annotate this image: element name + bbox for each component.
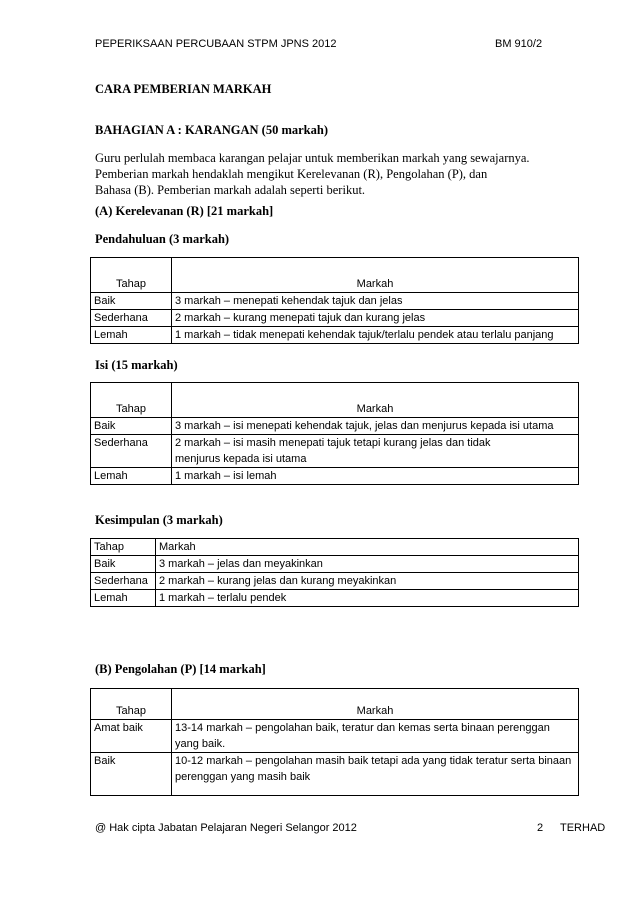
- cell-markah: 2 markah – isi masih menepati tajuk tetapi kurang jelas dan tidak menjurus kepada isi utama: [172, 435, 579, 468]
- col-header-tahap: Tahap: [91, 258, 172, 293]
- cell-tahap: Lemah: [91, 468, 172, 485]
- col-header-markah: Markah: [172, 383, 579, 418]
- cell-tahap: Baik: [91, 418, 172, 435]
- col-header-tahap: Tahap: [91, 539, 156, 556]
- cell-tahap: Sederhana: [91, 435, 172, 468]
- pendahuluan-table: [90, 257, 579, 344]
- cell-tahap: Lemah: [91, 590, 156, 607]
- col-header-tahap: Tahap: [91, 689, 172, 720]
- table-header-row: [91, 539, 579, 556]
- pengolahan-table: [90, 688, 579, 796]
- table-row: [91, 468, 579, 485]
- header-exam-title: PEPERIKSAAN PERCUBAAN STPM JPNS 2012: [95, 38, 337, 50]
- kerelevanan-title: (A) Kerelevanan (R) [21 markah]: [95, 204, 274, 218]
- cell-markah: 3 markah – isi menepati kehendak tajuk, jelas dan menjurus kepada isi utama: [172, 418, 579, 435]
- intro-line-3: Bahasa (B). Pemberian markah adalah seperti berikut.: [95, 183, 366, 197]
- cell-markah: 1 markah – tidak menepati kehendak tajuk/terlalu pendek atau terlalu panjang: [172, 327, 579, 344]
- cell-markah: 1 markah – terlalu pendek: [156, 590, 579, 607]
- table-header-row: [91, 383, 579, 418]
- isi-table: [90, 382, 579, 485]
- table-row: [91, 556, 579, 573]
- cell-markah: 3 markah – jelas dan meyakinkan: [156, 556, 579, 573]
- table-header-row: [91, 258, 579, 293]
- table-row: [91, 293, 579, 310]
- table-header-row: [91, 689, 579, 720]
- table-row: [91, 573, 579, 590]
- table-row: [91, 753, 579, 796]
- col-header-tahap: Tahap: [91, 383, 172, 418]
- cell-markah: 2 markah – kurang jelas dan kurang meyakinkan: [156, 573, 579, 590]
- cell-tahap: Lemah: [91, 327, 172, 344]
- table-row: [91, 720, 579, 753]
- cell-markah: 13-14 markah – pengolahan baik, teratur dan kemas serta binaan perenggan yang baik.: [172, 720, 579, 753]
- footer-page-number: 2: [537, 822, 544, 834]
- cell-tahap: Sederhana: [91, 573, 156, 590]
- cell-tahap: Amat baik: [91, 720, 172, 753]
- cell-markah: 2 markah – kurang menepati tajuk dan kurang jelas: [172, 310, 579, 327]
- cell-markah: 3 markah – menepati kehendak tajuk dan jelas: [172, 293, 579, 310]
- isi-title: Isi (15 markah): [95, 358, 178, 372]
- section-a-title: BAHAGIAN A : KARANGAN (50 markah): [95, 123, 328, 137]
- col-header-markah: Markah: [156, 539, 579, 556]
- cell-tahap: Baik: [91, 753, 172, 796]
- cell-markah: 10-12 markah – pengolahan masih baik tetapi ada yang tidak teratur serta binaan perenggan yang masih baik: [172, 753, 579, 796]
- cell-tahap: Baik: [91, 556, 156, 573]
- table-row: [91, 590, 579, 607]
- col-header-markah: Markah: [172, 689, 579, 720]
- table-row: [91, 327, 579, 344]
- cell-markah: 1 markah – isi lemah: [172, 468, 579, 485]
- table-row: [91, 435, 579, 468]
- table-row: [91, 310, 579, 327]
- page-title: CARA PEMBERIAN MARKAH: [95, 82, 272, 96]
- cell-tahap: Sederhana: [91, 310, 172, 327]
- intro-paragraph: [95, 150, 530, 198]
- footer-classification: TERHAD: [560, 822, 606, 834]
- kesimpulan-table: [90, 538, 579, 607]
- intro-line-2: Pemberian markah hendaklah mengikut Kerelevanan (R), Pengolahan (P), dan: [95, 167, 488, 181]
- col-header-markah: Markah: [172, 258, 579, 293]
- intro-line-1: Guru perlulah membaca karangan pelajar untuk memberikan markah yang sewajarnya.: [95, 151, 530, 165]
- kesimpulan-title: Kesimpulan (3 markah): [95, 513, 223, 527]
- table-row: [91, 418, 579, 435]
- pengolahan-title: (B) Pengolahan (P) [14 markah]: [95, 662, 266, 676]
- cell-tahap: Baik: [91, 293, 172, 310]
- header-paper-code: BM 910/2: [495, 38, 543, 50]
- pendahuluan-title: Pendahuluan (3 markah): [95, 232, 230, 246]
- footer-copyright: @ Hak cipta Jabatan Pelajaran Negeri Selangor 2012: [95, 822, 357, 834]
